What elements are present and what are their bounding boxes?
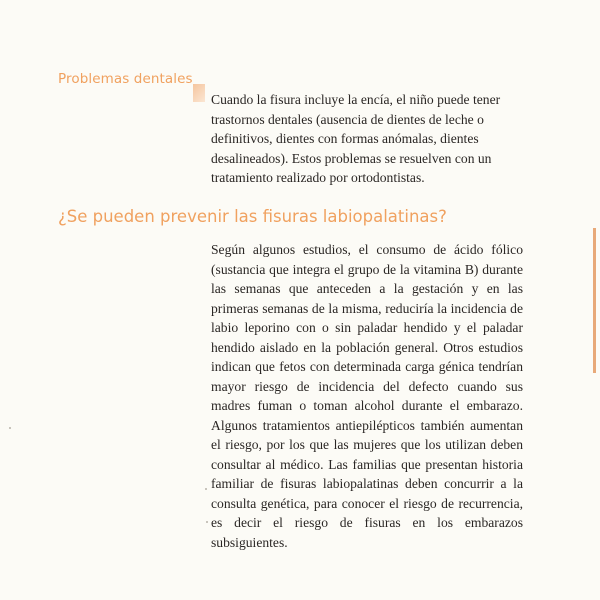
heading-corner-accent <box>193 84 205 102</box>
paragraph-problemas-dentales: Cuando la fisura incluye la encía, el niño puede tener trastornos dentales (ausencia de dientes de leche o definitivos, dientes con formas anómalas, dientes desalineados). Estos problemas se resuelven con un tratamiento realizado por ortodontistas. <box>211 92 501 185</box>
page-edge-accent-bar <box>593 228 596 373</box>
paragraph-prevencion: Según algunos estudios, el consumo de ácido fólico (sustancia que integra el grupo de la vitamina B) durante las semanas que anteceden a la gestación y en las primeras semanas de la misma, reduciría la incidencia de labio leporino con o sin paladar hendido y el paladar hendido aislado en la población general. Otros estudios indican que fetos con determinada carga génica tendrían mayor riesgo de incidencia del defecto cuando sus madres fuman o toman alcohol durante el embarazo. Algunos tratamientos antiepilépticos también aumentan el riesgo, por los que las mujeres que los utilizan deben consultar al médico. Las familias que presentan historia familiar de fisuras labiopalatinas deben concurrir a la consulta genética, para conocer el riesgo de recurrencia, es decir el riesgo de fisuras en los embarazos subsiguientes. <box>211 242 523 550</box>
heading-problemas-dentales: Problemas dentales <box>58 71 193 87</box>
scan-speck <box>206 521 208 523</box>
heading-prevencion: ¿Se pueden prevenir las fisuras labiopalatinas? <box>58 207 447 226</box>
scan-speck <box>9 427 11 429</box>
scan-speck <box>205 488 207 490</box>
